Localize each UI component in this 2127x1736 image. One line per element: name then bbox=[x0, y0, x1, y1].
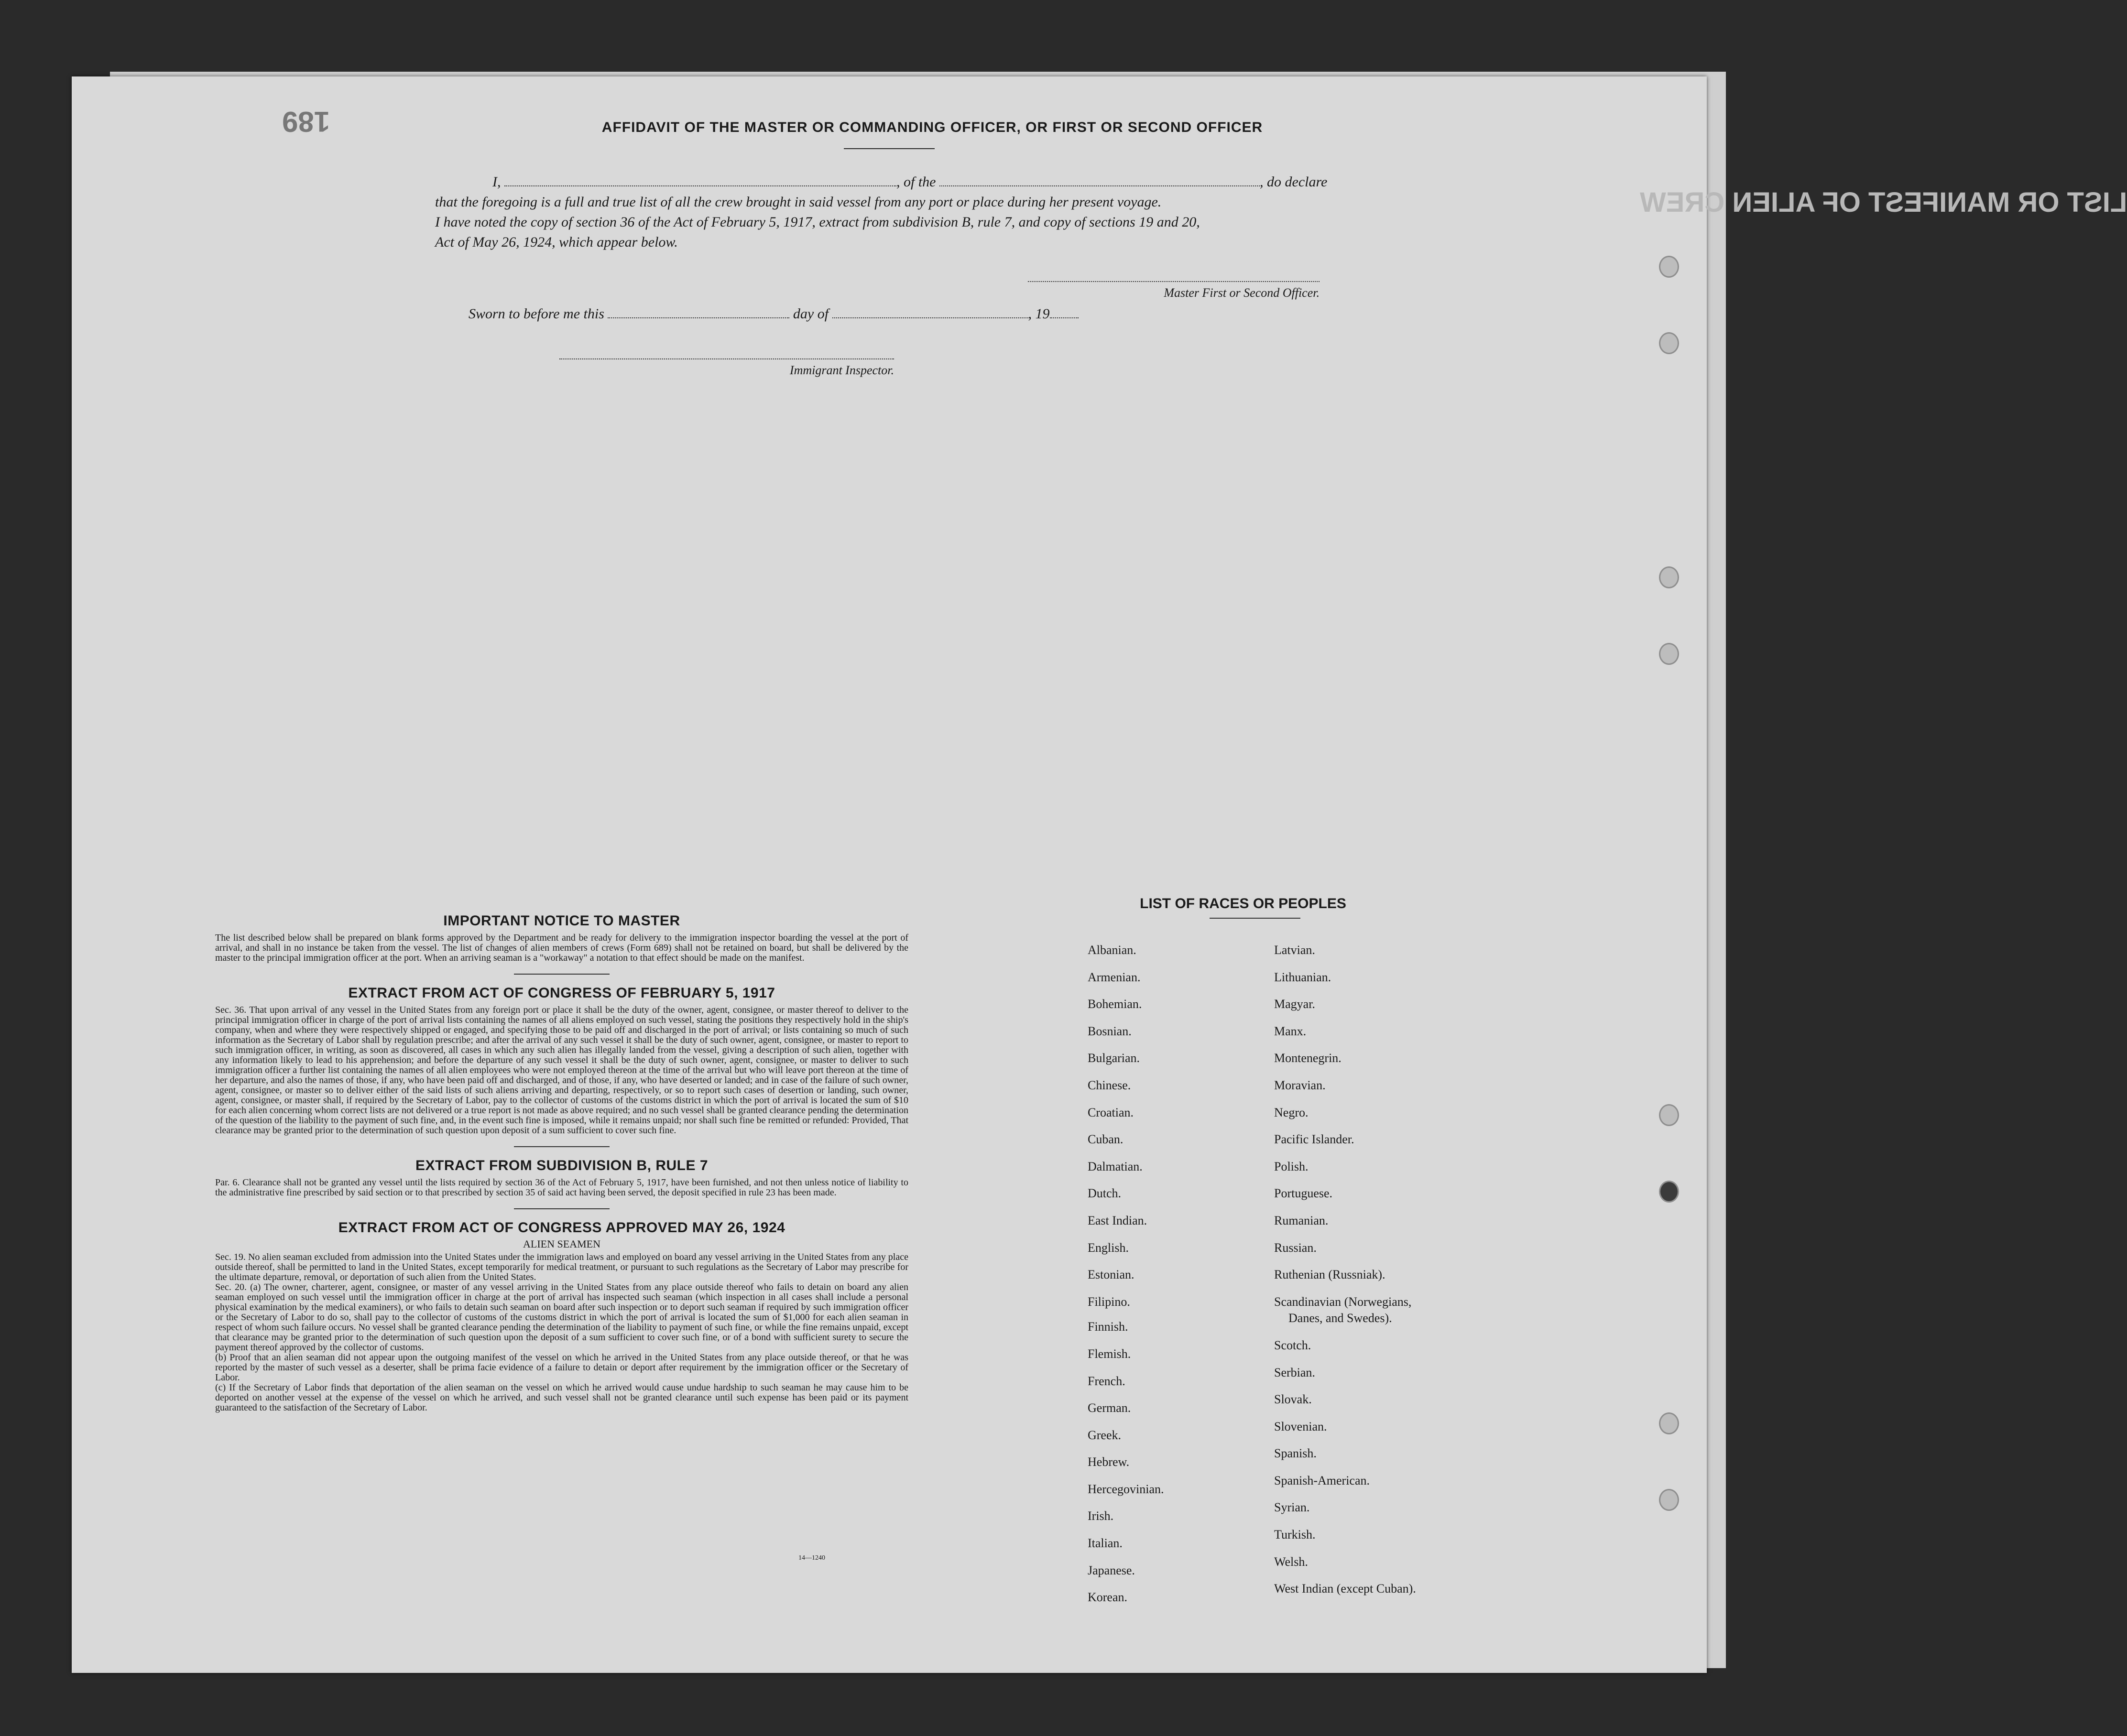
extract2-title: EXTRACT FROM SUBDIVISION B, RULE 7 bbox=[415, 1158, 709, 1173]
inspector-signature-line[interactable] bbox=[559, 358, 894, 378]
race-item: Chinese. bbox=[1088, 1078, 1131, 1092]
race-item: Magyar. bbox=[1274, 997, 1315, 1011]
races-right-column bbox=[1274, 937, 1416, 1603]
master-signature-line[interactable] bbox=[1028, 281, 1320, 300]
race-item: Slovak. bbox=[1274, 1392, 1312, 1407]
punch-hole-icon bbox=[1659, 1104, 1679, 1126]
sec20c-text: (c) If the Secretary of Labor finds that deportation of the alien seaman on the vessel on which he arrived would cause undue hardship to such seaman he may cause him to be deported on another vessel at the expense of the vessel on which he arrived, and such vessel shall not be granted clearance until such expense has been paid or its payment guaranteed to the satisfaction of the Secretary of Labor. bbox=[215, 1382, 908, 1413]
punch-hole-icon bbox=[1659, 1489, 1679, 1511]
affidavit-line: Act of May 26, 1924, which appear below. bbox=[435, 234, 678, 250]
notices-section bbox=[215, 913, 908, 1413]
punch-hole-icon bbox=[1659, 1181, 1679, 1203]
race-item: Finnish. bbox=[1088, 1320, 1128, 1334]
race-item: German. bbox=[1088, 1401, 1131, 1415]
extract3-subtitle: ALIEN SEAMEN bbox=[523, 1238, 600, 1250]
name-field[interactable] bbox=[504, 174, 896, 186]
divider bbox=[514, 1146, 610, 1147]
notice-body: The list described below shall be prepared on blank forms approved by the Department and be ready for delivery to the immigration inspector boarding the vessel at the port of arrival, and shall in no instance be taken from the vessel. The list of changes of alien members of crews (Form 689) shall not be retained on board, but shall be delivered by the master to the principal immigration officer at the port. When an arriving seaman is a "workaway" a notation to that effect should be made on the manifest. bbox=[215, 933, 908, 963]
notice-title: IMPORTANT NOTICE TO MASTER bbox=[443, 913, 680, 929]
race-item: Greek. bbox=[1088, 1428, 1122, 1442]
affidavit-line: that the foregoing is a full and true list of all the crew brought in said vessel from any port or place during her present voyage. bbox=[435, 194, 1162, 210]
race-item: Filipino. bbox=[1088, 1294, 1130, 1309]
signature-label: Master First or Second Officer. bbox=[1164, 286, 1320, 300]
inspector-label: Immigrant Inspector. bbox=[789, 363, 894, 377]
race-item: Polish. bbox=[1274, 1159, 1309, 1173]
race-item: Latvian. bbox=[1274, 943, 1315, 957]
sworn-label: Sworn to before me this bbox=[469, 306, 604, 322]
document-page bbox=[72, 76, 2127, 1673]
extract1-title: EXTRACT FROM ACT OF CONGRESS OF FEBRUARY 5, 1917 bbox=[348, 985, 775, 1001]
race-item: Irish. bbox=[1088, 1509, 1114, 1523]
race-item: Serbian. bbox=[1274, 1365, 1315, 1379]
race-item: Slovenian. bbox=[1274, 1419, 1327, 1433]
form-number: 14—1240 bbox=[798, 1554, 825, 1562]
race-item: Moravian. bbox=[1274, 1078, 1326, 1092]
race-item: Italian. bbox=[1088, 1536, 1123, 1551]
affidavit-line: I have noted the copy of section 36 of the Act of February 5, 1917, extract from subdivision B, rule 7, and copy of sections 19 and 20, bbox=[435, 214, 1200, 230]
divider bbox=[514, 1208, 610, 1209]
punch-hole-icon bbox=[1659, 256, 1679, 278]
race-item: Dutch. bbox=[1088, 1186, 1122, 1201]
races-title: LIST OF RACES OR PEOPLES bbox=[1140, 896, 1346, 911]
extract1-body: Sec. 36. That upon arrival of any vessel in the United States from any foreign port or place it shall be the duty of the owner, agent, consignee, or master thereof to deliver to the principal immigration officer in charge of the port of arrival lists containing the names of all aliens employed on such vessel, stating the positions they respectively hold in the ship's company, when and where they were respectively shipped or engaged, and specifying those to be paid off and discharged in the port of arrival; or lists containing so much of such information as the Secretary of Labor shall by regulation prescribe; and after the arrival of any such vessel it shall be the duty of such owner, agent, consignee, or master to report to such immigration officer, in writing, as soon as discovered, all cases in which any such alien has illegally landed from the vessel, giving a description of such alien, together with any information likely to lead to his apprehension; and before the departure of any such vessel it shall be the duty of such owner, agent, consignee, or master to deliver to such immigration officer a further list containing the names of all alien employees who were not employed thereon at the time of the arrival but who will leave port thereon at the time of her departure, and also the names of those, if any, who have been paid off and discharged, and of those, if any, who have deserted or landed; and in case of the failure of such owner, agent, consignee, or master so to deliver either of the said lists of such aliens arriving and departing, respectively, or so to report such cases of desertion or landing, such owner, agent, consignee, or master shall, if required by the Secretary of Labor, pay to the collector of customs of the customs district in which the port of arrival is located the sum of $10 for each alien concerning whom correct lists are not delivered or a true report is not made as above required; and no such vessel shall be granted clearance pending the determination of the question of the liability to the payment of such fine, and, in the event such fine is imposed, while it remains unpaid; nor shall such fine be remitted or refunded: Provided, That clearance may be granted prior to the determination of such question upon deposit of a sum sufficient to cover such fine. bbox=[215, 1005, 908, 1136]
race-item: Estonian. bbox=[1088, 1268, 1134, 1282]
affidavit-of-the: , of the bbox=[896, 174, 936, 190]
day-of-label: day of bbox=[793, 306, 829, 322]
affidavit-title: AFFIDAVIT OF THE MASTER OR COMMANDING OFFICER, OR FIRST OR SECOND OFFICER bbox=[601, 119, 1263, 135]
page-number: 189 bbox=[282, 106, 330, 138]
sec20b-text: (b) Proof that an alien seaman did not appear upon the outgoing manifest of the vessel on which he arrived in the United States from any place outside thereof, or that he was reported by the master of such vessel as a deserter, shall be prima facie evidence of a failure to detain or deport after requirement by the immigration officer or the Secretary of Labor. bbox=[215, 1352, 908, 1383]
punch-hole-icon bbox=[1659, 1412, 1679, 1434]
race-item: Flemish. bbox=[1088, 1346, 1131, 1361]
sworn-month-field[interactable] bbox=[832, 306, 1028, 318]
race-item: Spanish-American. bbox=[1274, 1473, 1370, 1487]
race-item: Scandinavian (Norwegians, bbox=[1274, 1294, 1412, 1309]
race-item: Lithuanian. bbox=[1274, 970, 1331, 984]
race-item: Hebrew. bbox=[1088, 1455, 1130, 1469]
race-item: Albanian. bbox=[1088, 943, 1136, 957]
race-item: Cuban. bbox=[1088, 1132, 1123, 1147]
race-item: Bohemian. bbox=[1088, 997, 1142, 1011]
races-rule bbox=[1210, 918, 1300, 919]
races-left-column bbox=[1088, 937, 1164, 1611]
race-item: Korean. bbox=[1088, 1590, 1128, 1605]
race-item: English. bbox=[1088, 1240, 1129, 1255]
race-item: Croatian. bbox=[1088, 1105, 1134, 1119]
sec20a-text: Sec. 20. (a) The owner, charterer, agent, consignee, or master of any vessel arriving in the United States from any place outside thereof who fails to detain on board any alien seaman employed on such vessel until the immigration officer in charge at the port of arrival has inspected such seaman (which inspection in all cases shall include a personal physical examination by the medical examiners), or who fails to detain such seaman on board after such inspection or to deport such seaman if required by such immigration officer or the Secretary of Labor to do so, shall pay to the collector of customs of the customs district in which the port of arrival is located the sum of $1,000 for each alien seaman in respect of whom such failure occurs. No vessel shall be granted clearance pending the determination of the liability to payment of such fine, or while the fine remains unpaid, except that clearance may be granted prior to the determination of such question upon the deposit of a sum sufficient to cover such fine, or of a bond with sufficient surety to secure the payment thereof approved by the collector of customs. bbox=[215, 1282, 908, 1353]
race-item: West Indian (except Cuban). bbox=[1274, 1582, 1416, 1596]
race-item: French. bbox=[1088, 1374, 1125, 1388]
race-item: Pacific Islander. bbox=[1274, 1132, 1354, 1147]
race-item: Armenian. bbox=[1088, 970, 1141, 984]
race-item: Hercegovinian. bbox=[1088, 1482, 1164, 1496]
race-item: Welsh. bbox=[1274, 1554, 1308, 1569]
race-item: Portuguese. bbox=[1274, 1186, 1333, 1201]
race-item: East Indian. bbox=[1088, 1213, 1147, 1227]
affidavit-i-label: I, bbox=[492, 174, 501, 190]
sec19-text: Sec. 19. No alien seaman excluded from admission into the United States under the immigration laws and employed on board any vessel arriving in the United States from any place outside thereof, shall be permitted to land in the United States, except temporarily for medical treatment, or pursuant to such regulations as the Secretary of Labor may prescribe for the ultimate departure, removal, or deportation of such alien from the United States. bbox=[215, 1252, 908, 1282]
race-item: Russian. bbox=[1274, 1240, 1317, 1255]
race-item: Bosnian. bbox=[1088, 1024, 1132, 1038]
title-rule bbox=[844, 148, 935, 149]
race-item: Manx. bbox=[1274, 1024, 1307, 1038]
race-item: Spanish. bbox=[1274, 1446, 1317, 1461]
affidavit-do-declare: , do declare bbox=[1260, 174, 1328, 190]
race-item: Scotch. bbox=[1274, 1338, 1311, 1352]
punch-hole-icon bbox=[1659, 643, 1679, 665]
extract2-body: Par. 6. Clearance shall not be granted any vessel until the lists required by section 36 of the Act of February 5, 1917, have been furnished, and not then unless notice of liability to the administrative fine prescribed by said section or to that prescribed by section 35 of said act having been served, the deposit specified in rule 23 has been made. bbox=[215, 1177, 908, 1198]
punch-hole-icon bbox=[1659, 332, 1679, 354]
extract3-title: EXTRACT FROM ACT OF CONGRESS APPROVED MAY 26, 1924 bbox=[338, 1220, 785, 1236]
bleed-through-text: LIST OR MANIFEST OF ALIEN CREW bbox=[1640, 187, 2127, 218]
race-item: Ruthenian (Russniak). bbox=[1274, 1268, 1385, 1282]
sworn-day-field[interactable] bbox=[608, 306, 789, 318]
affidavit-text bbox=[435, 172, 1439, 252]
race-item: Dalmatian. bbox=[1088, 1159, 1143, 1173]
sworn-year-field[interactable] bbox=[1050, 306, 1079, 318]
race-item: Turkish. bbox=[1274, 1528, 1316, 1542]
race-item: Bulgarian. bbox=[1088, 1051, 1140, 1065]
race-item: Syrian. bbox=[1274, 1500, 1310, 1515]
race-item: Rumanian. bbox=[1274, 1213, 1329, 1227]
punch-hole-icon bbox=[1659, 566, 1679, 588]
divider bbox=[514, 974, 610, 975]
sworn-line bbox=[469, 306, 1079, 322]
race-item: Danes, and Swedes). bbox=[1288, 1311, 1392, 1325]
race-item: Montenegrin. bbox=[1274, 1051, 1342, 1065]
race-item: Negro. bbox=[1274, 1105, 1309, 1119]
race-item: Japanese. bbox=[1088, 1563, 1135, 1577]
year-label: , 19 bbox=[1028, 306, 1050, 322]
vessel-field[interactable] bbox=[939, 174, 1260, 186]
